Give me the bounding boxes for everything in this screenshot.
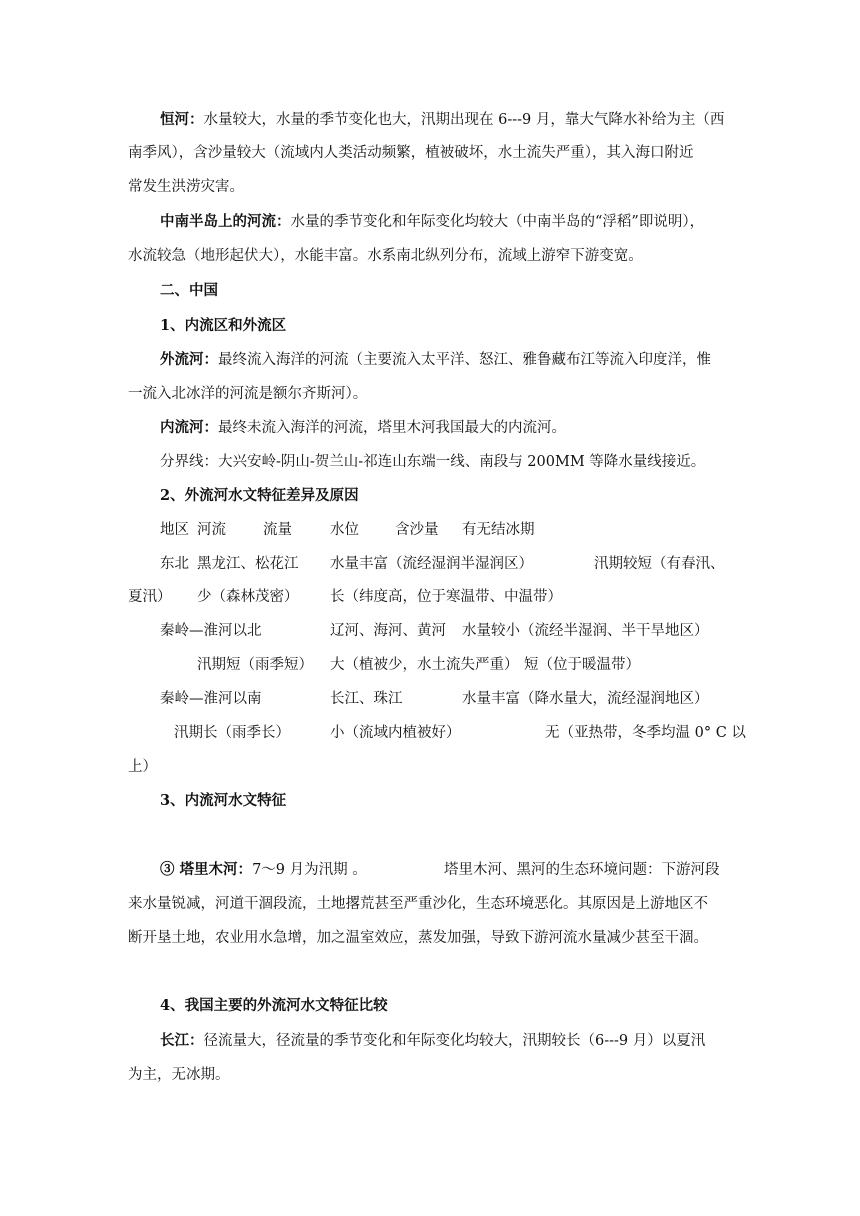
table-cell-south-ice: 无（亚热带，冬季均温 0° C 以: [545, 725, 746, 741]
exorheic-paragraph-line1: 外流河：最终流入海洋的河流（主要流入太平洋、怒江、雅鲁藏布江等流入印度洋，惟: [160, 351, 711, 368]
table-cell-south-flood: 汛期长（雨季长）: [174, 725, 290, 741]
table-cell-ne-sediment: 少（森林茂密）: [197, 589, 299, 605]
tarim-marker: ③: [160, 861, 180, 878]
indochina-title: 中南半岛上的河流：: [160, 213, 291, 230]
yangtze-paragraph-line2: 为主，无冰期。: [128, 1067, 230, 1083]
table-cell-ne-flood-cont: 夏汛）: [128, 589, 172, 605]
table-header-flow: 流量: [263, 522, 292, 538]
table-cell-north-ice: 短（位于暖温带）: [524, 657, 640, 673]
endorheic-paragraph: 内流河：最终未流入海洋的河流，塔里木河我国最大的内流河。: [160, 419, 566, 436]
table-cell-north-region: 秦岭—淮河以北: [160, 623, 262, 639]
table-header-sediment: 含沙量: [395, 522, 439, 538]
table-header-region: 地区: [160, 522, 189, 538]
table-cell-south-flow: 水量丰富（降水量大，流经湿润地区）: [462, 691, 709, 707]
exorheic-title: 外流河：: [160, 351, 218, 368]
tarim-paragraph-line2: 来水量锐减，河道干涸段流，土地撂荒甚至严重沙化，生态环境恶化。其原因是上游地区不: [128, 896, 708, 912]
table-cell-south-sediment: 小（流域内植被好）: [330, 725, 461, 741]
ganges-title: 恒河：: [160, 111, 204, 128]
yangtze-title: 长江：: [160, 1032, 204, 1049]
tarim-title: 塔里木河：: [179, 861, 253, 878]
table-header-water-level: 水位: [330, 522, 359, 538]
table-cell-ne-region: 东北: [160, 556, 189, 572]
subheading-endorheic-features: 3、内流河水文特征: [160, 792, 287, 809]
ganges-paragraph-line1: 恒河：水量较大，水量的季节变化也大，汛期出现在 6---9 月，靠大气降水补给为主（西: [160, 111, 725, 128]
ganges-paragraph-line2: 南季风），含沙量较大（流域内人类活动频繁，植被破坏，水土流失严重），其入海口附近: [128, 145, 694, 161]
tarim-paragraph-line1: ③ 塔里木河：7～9 月为汛期 。: [160, 861, 367, 878]
table-header-river: 河流: [197, 522, 226, 538]
exorheic-paragraph-line2: 一流入北冰洋的河流是额尔齐斯河）。: [128, 386, 368, 402]
table-cell-south-region: 秦岭—淮河以南: [160, 691, 262, 707]
table-cell-north-flood: 汛期短（雨季短）: [197, 657, 313, 673]
boundary-line: 分界线：大兴安岭-阴山-贺兰山-祁连山东端一线、南段与 200MM 等降水量线接近。: [160, 454, 706, 470]
table-cell-ne-ice: 长（纬度高，位于寒温带、中温带）: [330, 589, 562, 605]
ganges-paragraph-line3: 常发生洪涝灾害。: [128, 179, 244, 195]
indochina-paragraph-line1: 中南半岛上的河流：水量的季节变化和年际变化均较大（中南半岛的“浮稻”即说明），: [160, 213, 705, 230]
table-cell-north-sediment: 大（植被少，水土流失严重）: [330, 657, 519, 673]
table-cell-south-rivers: 长江、珠江: [330, 691, 403, 707]
table-cell-north-flow: 水量较小（流经半湿润、半干旱地区）: [462, 623, 709, 639]
table-cell-ne-flow: 水量丰富（流经湿润半湿润区）: [330, 556, 533, 572]
indochina-paragraph-line2: 水流较急（地形起伏大），水能丰富。水系南北纵列分布，流域上游窄下游变宽。: [128, 248, 643, 264]
section-heading-china: 二、中国: [160, 282, 218, 299]
tarim-paragraph-line3: 断开垦土地，农业用水急增，加之温室效应，蒸发加强，导致下游河流水量减少甚至干涸。: [128, 930, 708, 946]
table-cell-ne-flood: 汛期较短（有春汛、: [594, 556, 725, 572]
table-header-ice-period: 有无结冰期: [462, 522, 535, 538]
table-cell-south-ice-cont: 上）: [128, 759, 157, 775]
yangtze-paragraph-line1: 长江：径流量大，径流量的季节变化和年际变化均较大，汛期较长（6---9 月）以夏汛: [160, 1032, 706, 1049]
subheading-major-rivers: 4、我国主要的外流河水文特征比较: [160, 997, 388, 1014]
table-cell-north-rivers: 辽河、海河、黄河: [330, 623, 446, 639]
subheading-inflow-outflow: 1、内流区和外流区: [160, 317, 287, 334]
endorheic-title: 内流河：: [160, 419, 218, 436]
subheading-exorheic-differences: 2、外流河水文特征差异及原因: [160, 487, 359, 504]
table-cell-ne-rivers: 黑龙江、松花江: [197, 556, 299, 572]
tarim-ecology-intro: 塔里木河、黑河的生态环境问题：下游河段: [444, 862, 720, 878]
